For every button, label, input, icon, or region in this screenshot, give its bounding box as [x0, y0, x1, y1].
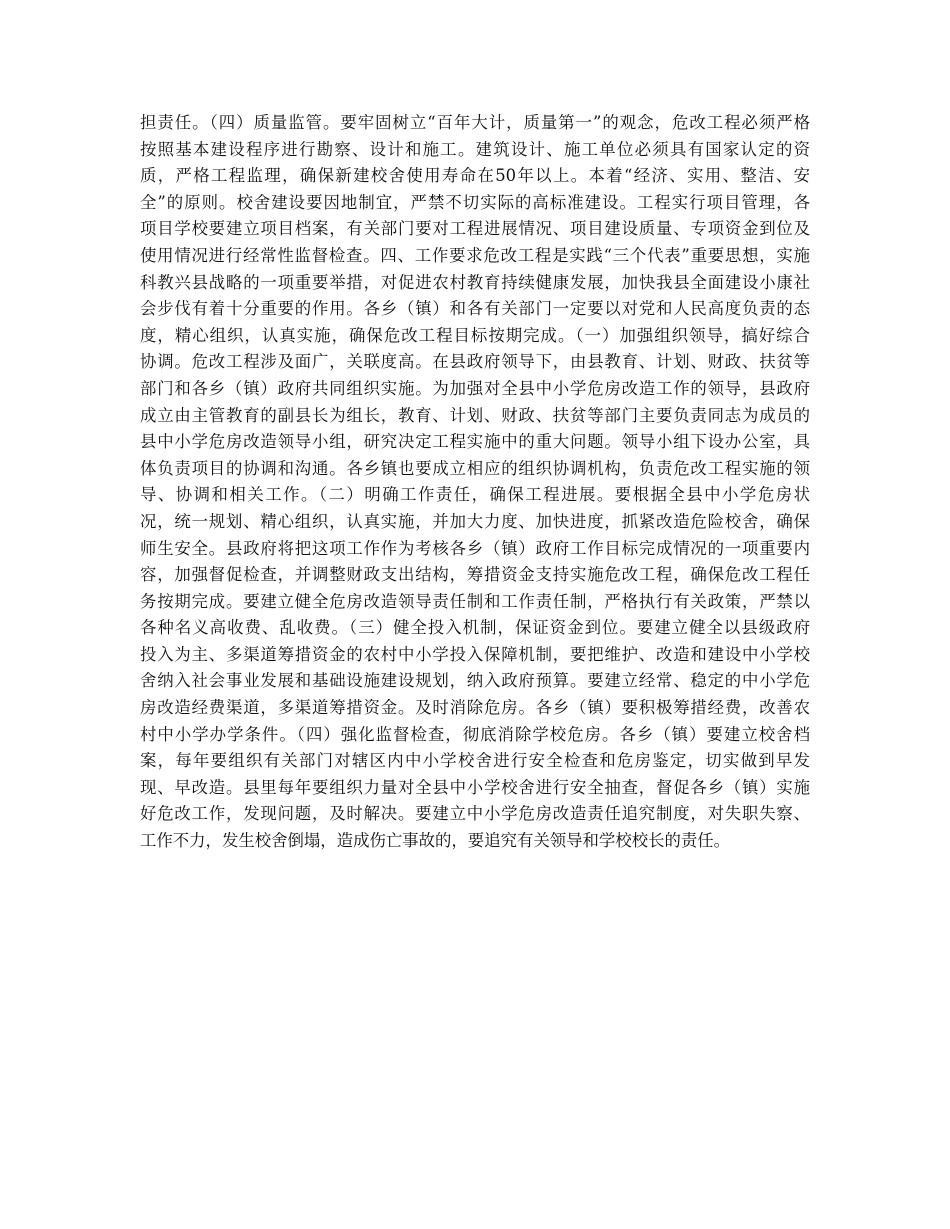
text-line: 县中小学危房改造领导小组，研究决定工程实施中的重大问题。领导小组下设办公室，具	[140, 432, 810, 452]
text-line: 师生安全。县政府将把这项工作作为考核各乡（镇）政府工作目标完成情况的一项重要内	[140, 538, 810, 558]
text-line: 容，加强督促检查，并调整财政支出结构，筹措资金支持实施危改工程，确保危改工程任	[140, 565, 810, 585]
text-line: 使用情况进行经常性监督检查。四、工作要求危改工程是实践“三个代表”重要思想，实施	[140, 245, 810, 265]
text-line: 投入为主、多渠道筹措资金的农村中小学投入保障机制，要把维护、改造和建设中小学校	[140, 644, 810, 664]
text-line: 务按期完成。要建立健全危房改造领导责任制和工作责任制，严格执行有关政策，严禁以	[140, 591, 810, 611]
text-line: 按照基本建设程序进行勘察、设计和施工。建筑设计、施工单位必须具有国家认定的资	[140, 139, 810, 159]
text-line: 质，严格工程监理，确保新建校舍使用寿命在50年以上。本着“经济、实用、整洁、安	[140, 166, 810, 186]
text-line: 项目学校要建立项目档案，有关部门要对工程进展情况、项目建设质量、专项资金到位及	[140, 219, 810, 239]
text-line: 科教兴县战略的一项重要举措，对促进农村教育持续健康发展，加快我县全面建设小康社	[140, 272, 810, 292]
text-line: 担责任。（四）质量监管。要牢固树立“百年大计，质量第一”的观念，危改工程必须严格	[140, 113, 810, 132]
text-line: 好危改工作，发现问题，及时解决。要建立中小学危房改造责任追究制度，对失职失察、	[140, 804, 810, 824]
text-line: 工作不力，发生校舍倒塌，造成伤亡事故的，要追究有关领导和学校校长的责任。	[140, 831, 731, 851]
text-line: 会步伐有着十分重要的作用。各乡（镇）和各有关部门一定要以对党和人民高度负责的态	[140, 299, 810, 319]
text-line: 村中小学办学条件。（四）强化监督检查，彻底消除学校危房。各乡（镇）要建立校舍档	[140, 724, 810, 744]
text-line: 协调。危改工程涉及面广，关联度高。在县政府领导下，由县教育、计划、财政、扶贫等	[140, 352, 810, 372]
text-line: 况，统一规划、精心组织，认真实施，并加大力度、加快进度，抓紧改造危险校舍，确保	[140, 511, 810, 531]
document-body-text	[140, 110, 810, 855]
text-line: 部门和各乡（镇）政府共同组织实施。为加强对全县中小学危房改造工作的领导，县政府	[140, 378, 810, 398]
text-line: 案，每年要组织有关部门对辖区内中小学校舍进行安全检查和危房鉴定，切实做到早发	[140, 751, 810, 771]
text-line: 全”的原则。校舍建设要因地制宜，严禁不切实际的高标准建设。工程实行项目管理，各	[140, 192, 810, 212]
text-line: 各种名义高收费、乱收费。（三）健全投入机制，保证资金到位。要建立健全以县级政府	[140, 618, 810, 638]
text-line: 成立由主管教育的副县长为组长，教育、计划、财政、扶贫等部门主要负责同志为成员的	[140, 405, 810, 425]
text-line: 体负责项目的协调和沟通。各乡镇也要成立相应的组织协调机构，负责危改工程实施的领	[140, 458, 810, 478]
text-line: 舍纳入社会事业发展和基础设施建设规划，纳入政府预算。要建立经常、稳定的中小学危	[140, 671, 810, 691]
text-line: 房改造经费渠道，多渠道筹措资金。及时消除危房。各乡（镇）要积极筹措经费，改善农	[140, 698, 810, 718]
text-line: 度，精心组织，认真实施，确保危改工程目标按期完成。（一）加强组织领导，搞好综合	[140, 325, 810, 345]
text-line: 导、协调和相关工作。（二）明确工作责任，确保工程进展。要根据全县中小学危房状	[140, 485, 810, 505]
text-line: 现、早改造。县里每年要组织力量对全县中小学校舍进行安全抽查，督促各乡（镇）实施	[140, 777, 810, 797]
